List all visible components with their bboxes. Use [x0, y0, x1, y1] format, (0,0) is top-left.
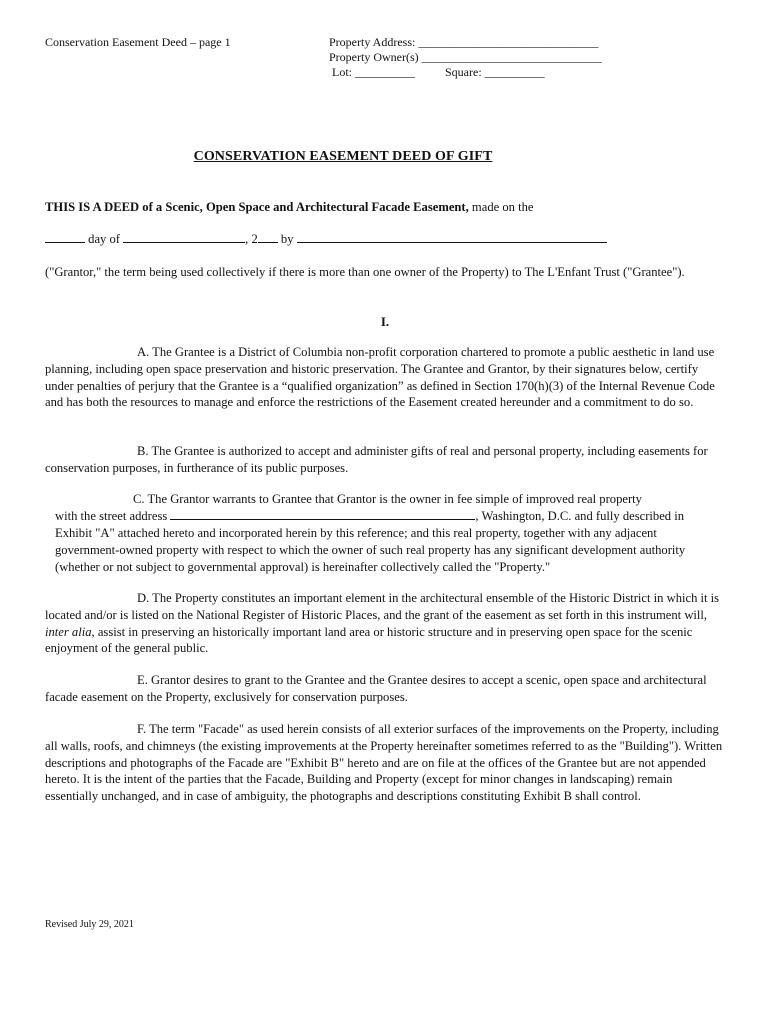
paragraph-c-rest: Exhibit "A" attached hereto and incorporated herein by this reference; and this real property, together with any adjacent government-owned property with respect to which the owner of such real property has any significant development authority (whether or not subject to governmental approval) is hereinafter collectively called the "Property." — [55, 526, 686, 574]
lot-square-line — [329, 65, 602, 80]
day-blank — [45, 231, 85, 243]
day-of-label: day of — [88, 232, 120, 246]
square-label: Square: — [445, 65, 482, 79]
section-heading: I. — [380, 314, 390, 329]
paragraph-c-first-line: C. The Grantor warrants to Grantee that Grantor is the owner in fee simple of improved real property — [133, 492, 642, 506]
lot-blank: __________ — [355, 65, 415, 79]
grantor-paragraph: ("Grantor," the term being used collectively if there is more than one owner of the Property) to The L'Enfant Trust ("Grantee"). — [45, 265, 685, 279]
paragraph-f: F. The term "Facade" as used herein consists of all exterior surfaces of the improvements on the Property, including all walls, roofs, and chimneys (the existing improvements at the Property hereinafter sometimes referred to as the "Building"). Written descriptions and photographs of the Facade are "Exhibit B" hereto and are on file at the offices of the Grantee but are not appended hereto. It is the intent of the parties that the Facade, Building and Property (except for minor changes in landscaping) remain essentially unchanged, and in case of ambiguity, the photographs and descriptions constituting Exhibit B shall control. — [45, 722, 723, 804]
property-owner-line — [329, 50, 602, 65]
square-blank: __________ — [484, 65, 545, 79]
paragraph-e: E. Grantor desires to grant to the Grantee and the Grantee desires to accept a scenic, open space and architectural facade easement on the Property, exclusively for conservation purposes. — [45, 673, 707, 704]
property-owner-label: Property Owner(s) — [329, 50, 419, 64]
property-address-blank: ______________________________ — [418, 35, 599, 49]
street-address-suffix: , Washington, D.C. and fully described in — [475, 509, 685, 523]
page-header-label: Conservation Easement Deed – page 1 — [45, 35, 231, 49]
by-label: by — [280, 232, 294, 246]
property-address-label: Property Address: — [329, 35, 416, 49]
paragraph-d-text-2: , assist in preserving an historically important land area or historic structure and in preserving open space for the scenic enjoyment of the general public. — [45, 624, 693, 656]
street-address-blank — [170, 508, 475, 520]
date-line — [45, 231, 728, 248]
grantor-name-blank — [297, 231, 607, 243]
paragraph-b: B. The Grantee is authorized to accept and administer gifts of real and personal property, including easements for conservation purposes, in furtherance of its public purposes. — [45, 444, 708, 475]
paragraph-d-italic: inter alia — [45, 624, 92, 639]
intro-rest-text: made on the — [468, 200, 534, 214]
month-blank — [123, 231, 245, 243]
intro-paragraph — [45, 199, 728, 216]
revision-footer: Revised July 29, 2021 — [45, 919, 134, 930]
property-info-block — [329, 35, 602, 80]
document-title: CONSERVATION EASEMENT DEED OF GIFT — [193, 149, 493, 164]
paragraph-a: A. The Grantee is a District of Columbia non-profit corporation chartered to promote a public aesthetic in land use planning, including open space preservation and historic preservation. The Grantee and Grantor, by their signatures below, certify under penalties of perjury that the Grantee is a “qualified organization” as defined in Section 170(h)(3) of the Internal Revenue Code and has both the resources to manage and enforce the restrictions of the Easement created hereunder and a commitment to do so. — [45, 345, 715, 410]
year-blank — [258, 231, 278, 243]
paragraph-d-text-1: D. The Property constitutes an important element in the architectural ensemble of the Historic District in which it is located and/or is listed on the National Register of Historic Places, and the grant of the easement as set forth in this instrument will, — [45, 591, 720, 622]
paragraph-d — [45, 590, 728, 657]
street-address-prefix: with the street address — [55, 509, 168, 523]
property-address-line — [329, 35, 602, 50]
year-prefix: , 2 — [245, 232, 258, 246]
paragraph-c-street-line — [55, 508, 735, 525]
property-owner-blank: ______________________________ — [421, 50, 602, 64]
lot-label: Lot: — [332, 65, 352, 79]
intro-bold-text: THIS IS A DEED of a Scenic, Open Space and Architectural Facade Easement, — [45, 200, 469, 214]
